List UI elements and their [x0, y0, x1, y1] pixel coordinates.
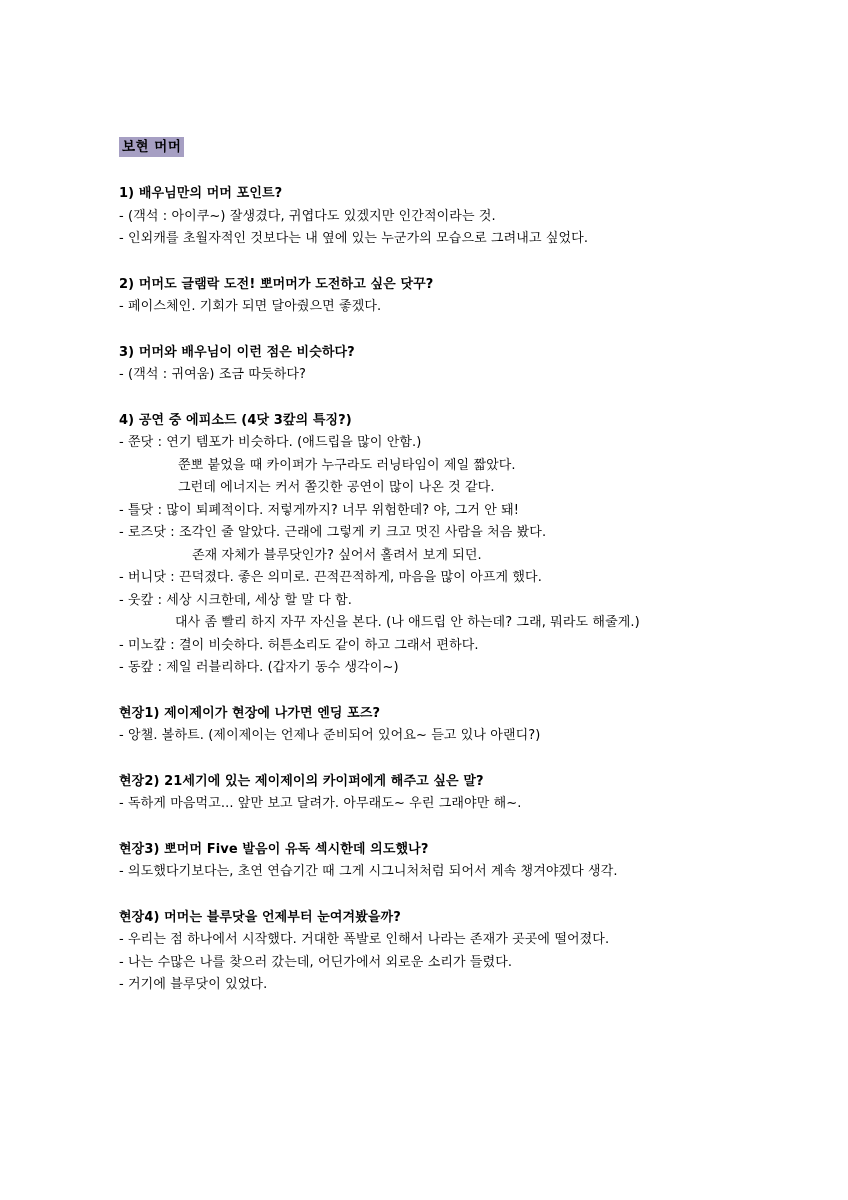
answer-line: - 인외캐를 초월자적인 것보다는 내 옆에 있는 누군가의 모습으로 그려내고 싶었다.: [119, 231, 589, 246]
section-field-1: [119, 703, 819, 748]
section-field-4: [119, 907, 819, 997]
field-question-1: 현장1) 제이제이가 현장에 나가면 엔딩 포즈?: [119, 705, 381, 721]
question-2: 2) 머머도 글램락 도전! 뽀머머가 도전하고 싶은 닷꾸?: [119, 276, 434, 292]
answer-line: - 페이스체인. 기회가 되면 달아줬으면 좋겠다.: [119, 299, 382, 314]
document-title: 보현 머머: [119, 137, 184, 157]
answer-line: - 미노캎 : 결이 비슷하다. 허튼소리도 같이 하고 그래서 편하다.: [119, 637, 479, 653]
answer-line: - 독하게 마음먹고... 앞만 보고 달려가. 아무래도~ 우린 그래야만 해~.: [119, 796, 522, 811]
title-row: [119, 136, 819, 159]
answer-line: - 앙챌. 볼하트. (제이제이는 언제나 준비되어 있어요~ 듣고 있나 아랜디?): [119, 728, 541, 743]
answer-continuation: 쭌뽀 붙었을 때 카이퍼가 누구라도 러닝타임이 제일 짧았다.: [178, 457, 516, 473]
section-q3: [119, 342, 819, 387]
document-body: [119, 136, 819, 997]
answer-line: - 의도했다기보다는, 초연 연습기간 때 그게 시그니처처럼 되어서 계속 챙겨야겠다 생각.: [119, 864, 618, 879]
section-field-2: [119, 771, 819, 816]
section-q2: [119, 274, 819, 319]
answer-line: - (객석 : 아이쿠~) 잘생겼다, 귀엽다도 있겠지만 인간적이라는 것.: [119, 208, 496, 224]
section-q1: [119, 183, 819, 251]
answer-line: - 로즈닷 : 조각인 줄 알았다. 근래에 그렇게 키 크고 멋진 사람을 처음 봤다.: [119, 525, 547, 540]
answer-continuation: 대사 좀 빨리 하지 자꾸 자신을 본다. (나 애드립 안 하는데? 그래, 뭐라도 해줄게.): [175, 615, 640, 630]
answer-line: - 쭌닷 : 연기 템포가 비슷하다. (애드립을 많이 안함.): [119, 435, 422, 450]
field-question-2: 현장2) 21세기에 있는 제이제이의 카이퍼에게 해주고 싶은 말?: [119, 773, 484, 789]
answer-line: - 버니닷 : 끈덕졌다. 좋은 의미로. 끈적끈적하게, 마음을 많이 아프게 했다.: [119, 570, 542, 585]
answer-continuation: 그런데 에너지는 커서 쫄깃한 공연이 많이 나온 것 같다.: [178, 480, 495, 495]
answer-line: - 틀닷 : 많이 퇴폐적이다. 저렇게까지? 너무 위험한데? 야, 그거 안 돼!: [119, 502, 520, 518]
field-question-4: 현장4) 머머는 블루닷을 언제부터 눈여겨봤을까?: [119, 909, 401, 925]
answer-line: - 동캎 : 제일 러블리하다. (갑자기 동수 생각이~): [119, 660, 399, 675]
answer-line: - (객석 : 귀여움) 조금 따듯하다?: [119, 367, 307, 382]
question-4: 4) 공연 중 에피소드 (4닷 3캎의 특징?): [119, 412, 352, 428]
answer-line: - 나는 수많은 나를 찾으러 갔는데, 어딘가에서 외로운 소리가 들렸다.: [119, 954, 513, 970]
answer-line: - 거기에 블루닷이 있었다.: [119, 977, 268, 992]
answer-line: - 우리는 점 하나에서 시작했다. 거대한 폭발로 인해서 나라는 존재가 곳곳에 떨어졌다.: [119, 932, 610, 947]
section-q4: [119, 410, 819, 680]
section-field-3: [119, 839, 819, 884]
answer-line: - 웃캎 : 세상 시크한데, 세상 할 말 다 함.: [119, 592, 353, 608]
question-1: 1) 배우님만의 머머 포인트?: [119, 186, 283, 201]
answer-continuation: 존재 자체가 블루닷인가? 싶어서 홀려서 보게 되던.: [192, 547, 482, 563]
question-3: 3) 머머와 배우님이 이런 점은 비슷하다?: [119, 344, 355, 360]
field-question-3: 현장3) 뽀머머 Five 발음이 유독 섹시한데 의도했나?: [119, 841, 429, 857]
